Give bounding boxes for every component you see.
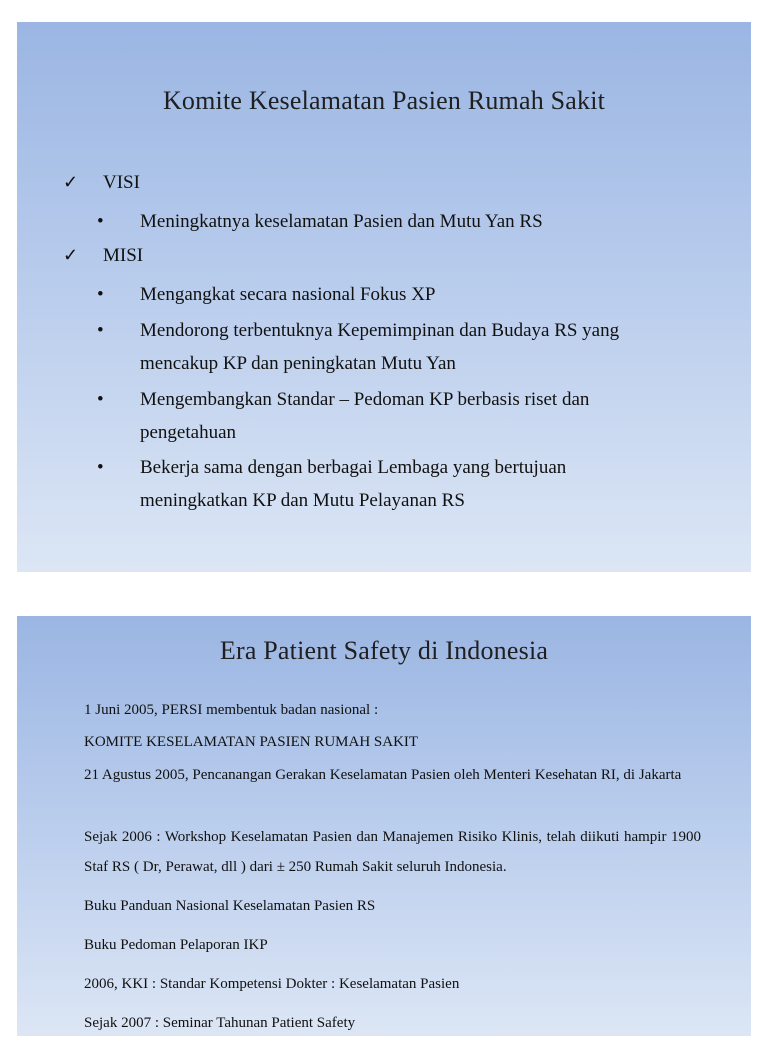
paragraph: Sejak 2007 : Seminar Tahunan Patient Safety — [84, 1015, 356, 1031]
slide-era-patient-safety — [17, 616, 751, 1036]
bullet-icon: • — [97, 284, 104, 305]
list-item — [97, 383, 657, 449]
check-icon: ✓ — [63, 245, 79, 265]
slide-komite — [17, 22, 751, 572]
slide-title: Komite Keselamatan Pasien Rumah Sakit — [162, 86, 606, 115]
misi-heading — [63, 245, 143, 267]
misi-label: MISI — [103, 245, 144, 266]
bullet-icon: • — [97, 457, 104, 478]
visi-item: Meningkatnya keselamatan Pasien dan Mutu Yan RS — [140, 211, 543, 232]
misi-item: Mendorong terbentuknya Kepemimpinan dan Budaya RS yang mencakup KP dan peningkatan Mutu Yan — [140, 320, 620, 374]
list-item — [97, 278, 657, 311]
paragraph: Sejak 2006 : Workshop Keselamatan Pasien dan Manajemen Risiko Klinis, telah diikuti hampir 1900 Staf RS ( Dr, Perawat, dll ) dari ± 250 Rumah Sakit seluruh Indonesia. — [84, 829, 701, 875]
paragraph: 1 Juni 2005, PERSI membentuk badan nasional : — [84, 702, 379, 718]
paragraph: Buku Pedoman Pelaporan IKP — [84, 937, 268, 953]
misi-item: Mengangkat secara nasional Fokus XP — [140, 284, 436, 305]
paragraph: 2006, KKI : Standar Kompetensi Dokter : Keselamatan Pasien — [84, 976, 460, 992]
misi-item: Mengembangkan Standar – Pedoman KP berbasis riset dan pengetahuan — [140, 389, 590, 443]
list-item — [97, 314, 657, 380]
paragraph: KOMITE KESELAMATAN PASIEN RUMAH SAKIT — [84, 734, 419, 750]
visi-heading — [63, 172, 140, 194]
visi-label: VISI — [103, 172, 140, 193]
misi-item: Bekerja sama dengan berbagai Lembaga yang bertujuan meningkatkan KP dan Mutu Pelayanan RS — [140, 457, 567, 511]
bullet-icon: • — [97, 389, 104, 410]
bullet-icon: • — [97, 211, 104, 232]
list-item — [97, 451, 657, 517]
paragraph: Buku Panduan Nasional Keselamatan Pasien RS — [84, 898, 376, 914]
list-item — [97, 205, 657, 238]
paragraph: 21 Agustus 2005, Pencanangan Gerakan Keselamatan Pasien oleh Menteri Kesehatan RI, di Jakarta — [84, 767, 682, 783]
check-icon: ✓ — [63, 172, 79, 192]
slide-title: Era Patient Safety di Indonesia — [219, 636, 549, 665]
bullet-icon: • — [97, 320, 104, 341]
